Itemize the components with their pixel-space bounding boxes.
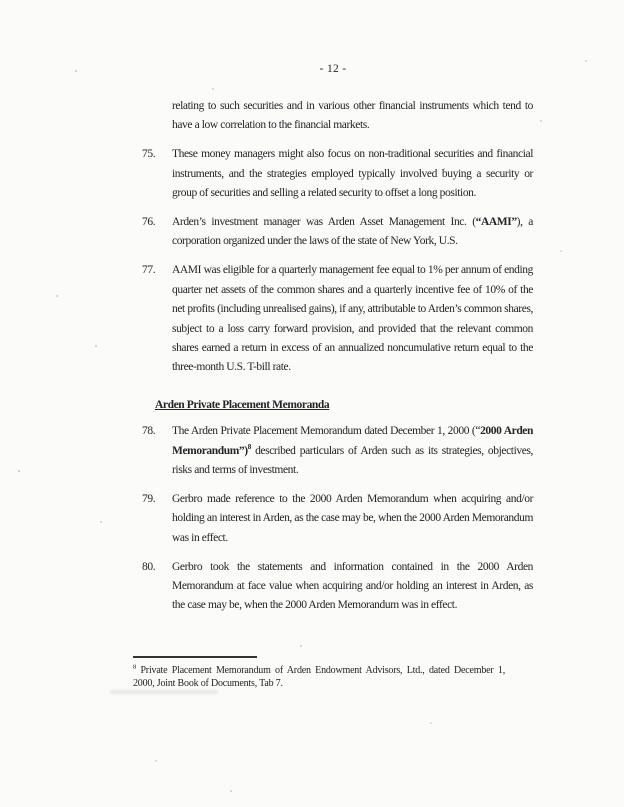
footnote-divider: [133, 656, 257, 658]
scan-smudge: [110, 690, 218, 694]
footnote-body: Private Placement Memorandum of Arden Endowment Advisors, Ltd., dated December 1, 2000, Joint Book of Documents, Tab 7.: [133, 665, 505, 690]
paragraph-number: 80.: [142, 560, 156, 573]
paragraph-number: 76.: [142, 216, 156, 229]
footnote-reference: 8: [247, 442, 251, 451]
text-segment: ), a corporation organized under the laws of the state of New York, U.S.: [172, 216, 533, 248]
text-segment: AAMI was eligible for a quarterly management fee equal to 1% per annum of ending quarter net assets of the common shares and a quarterly incentive fee of 10% of the net profits (including unrealised gains), if any, attributable to Arden’s common shares, subject to a loss carry forward provision, and provided that the relevant common shares earned a return in excess of an annualized noncumulative return equal to the three-month U.S. T-bill rate.: [172, 264, 533, 374]
paragraph-75: [142, 145, 533, 203]
paragraph-80: [142, 558, 533, 616]
text-segment: described particulars of Arden such as its strategies, objectives, risks and terms of investment.: [172, 444, 533, 476]
footnote-text: [133, 664, 505, 690]
footnote-marker: 8: [133, 663, 137, 671]
paragraph-79: [142, 490, 533, 548]
paragraph-text: [172, 261, 533, 377]
page-number: - 12 -: [319, 63, 347, 75]
section-heading: Arden Private Placement Memoranda: [155, 398, 330, 411]
paragraph-number: 77.: [142, 264, 156, 277]
paragraph-number: 78.: [142, 425, 156, 438]
paragraph-number: 79.: [142, 492, 156, 505]
text-segment: Arden’s investment manager was Arden Asset Management Inc. (: [172, 216, 476, 229]
text-segment-bold: 2000 Arden Memorandum: [172, 425, 534, 457]
text-segment: Gerbro took the statements and information contained in the 2000 Arden Memorandum at face value when acquiring and/or holding an interest in Arden, as the case may be, when the 2000 Arden Memorandum was in effect.: [172, 560, 533, 612]
paragraph-text: [172, 490, 533, 548]
paragraph-number: 75.: [142, 148, 156, 161]
text-segment: Gerbro made reference to the 2000 Arden Memorandum when acquiring and/or holding an interest in Arden, as the case may be, when the 2000 Arden Memorandum was in effect.: [172, 492, 533, 544]
paragraph-text: [172, 422, 533, 480]
text-segment-bold: “AAMI”: [475, 216, 517, 229]
paragraph-text: [172, 558, 533, 616]
paragraph-text: relating to such securities and in various other financial instruments which tend to have a low correlation to the financial markets.: [172, 100, 533, 132]
text-segment: The Arden Private Placement Memorandum dated December 1, 2000 (“: [172, 425, 481, 438]
paragraph-77: [142, 261, 533, 377]
footnote: [133, 656, 505, 690]
text-segment-bold: ”): [238, 444, 248, 457]
paragraph-continuation: [172, 97, 533, 136]
text-segment: These money managers might also focus on non-traditional securities and financial instruments, and the strategies employed typically involved buying a security or group of securities and selling a related security to offset a long position.: [172, 148, 533, 200]
paragraph-text: [172, 213, 533, 252]
document-body: [142, 97, 533, 625]
paragraph-78: [142, 422, 533, 480]
paragraph-text: [172, 145, 533, 203]
paragraph-76: [142, 213, 533, 252]
